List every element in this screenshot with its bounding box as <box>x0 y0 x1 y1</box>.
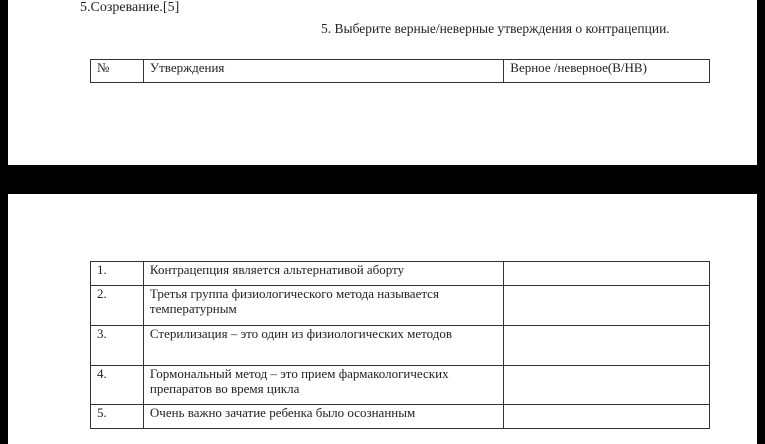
table-row <box>91 262 710 286</box>
row-statement: Контрацепция является альтернативой аборту <box>143 262 503 286</box>
row-number: 5. <box>91 405 144 429</box>
row-statement: Стерилизация – это один из физиологических методов <box>143 326 503 366</box>
row-answer-cell[interactable] <box>504 405 710 429</box>
header-statements: Утверждения <box>143 60 503 83</box>
table-row <box>91 326 710 366</box>
header-number: № <box>91 60 144 83</box>
statements-table-header <box>90 59 710 83</box>
row-answer-cell[interactable] <box>504 366 710 405</box>
row-statement: Очень важно зачатие ребенка было осознанным <box>143 405 503 429</box>
row-answer-cell[interactable] <box>504 286 710 326</box>
table-header-row <box>91 60 710 83</box>
row-statement: Третья группа физиологического метода называется температурным <box>143 286 503 326</box>
statements-table-body <box>90 261 710 429</box>
header-true-false: Верное /неверное(В/НВ) <box>504 60 710 83</box>
row-answer-cell[interactable] <box>504 262 710 286</box>
page-bottom-fragment <box>8 194 757 444</box>
page-top-fragment <box>8 0 757 165</box>
row-statement: Гормональный метод – это прием фармакологических препаратов во время цикла <box>143 366 503 405</box>
table-row <box>91 286 710 326</box>
row-number: 2. <box>91 286 144 326</box>
task-title: 5. Выберите верные/неверные утверждения о контрацепции. <box>321 21 670 36</box>
row-number: 3. <box>91 326 144 366</box>
row-number: 1. <box>91 262 144 286</box>
table-row <box>91 405 710 429</box>
row-number: 4. <box>91 366 144 405</box>
previous-item-text: 5.Созревание.[5] <box>80 0 180 15</box>
table-row <box>91 366 710 405</box>
row-answer-cell[interactable] <box>504 326 710 366</box>
